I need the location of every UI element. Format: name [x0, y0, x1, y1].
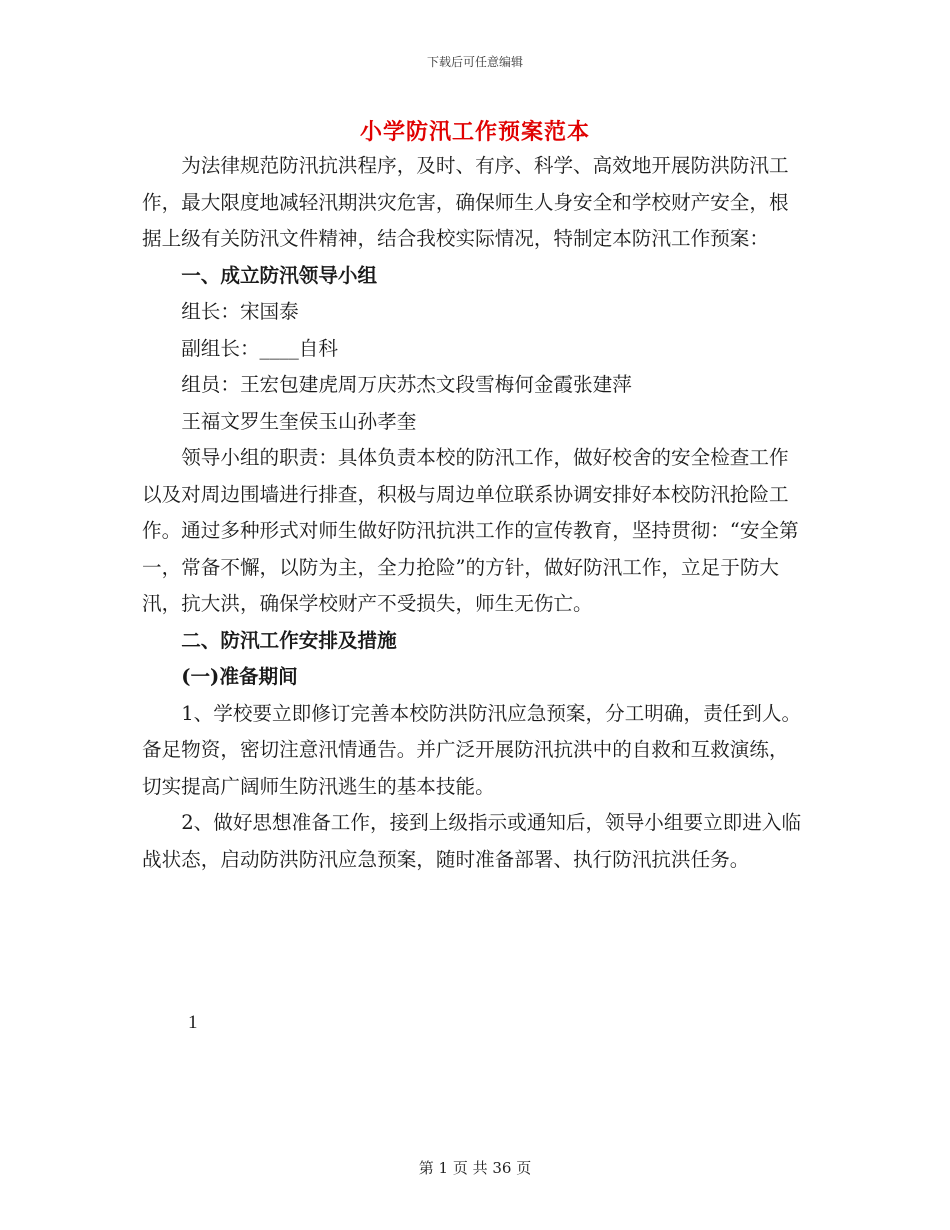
members-line-2: 王福文罗生奎侯玉山孙孝奎	[181, 409, 417, 433]
page-footer: 第 1 页 共 36 页	[418, 1159, 532, 1177]
paragraph-item-1: 1、学校要立即修订完善本校防洪防汛应急预案，分工明确，责任到人。备足物资，密切注意汛情通告。并广泛开展防汛抗洪中的自救和互救演练，切实提高广阔师生防汛逃生的基本技能。	[142, 701, 802, 798]
section-heading-1: 一、成立防汛领导小组	[181, 263, 378, 287]
deputy-leader-line: 副组长：____自科	[181, 336, 338, 360]
document-title: 小学防汛工作预案范本	[359, 119, 590, 145]
document-body	[142, 148, 802, 878]
paragraph-item-2: 2、做好思想准备工作，接到上级指示或通知后，领导小组要立即进入临战状态，启动防洪防汛应急预案，随时准备部署、执行防汛抗洪任务。	[142, 811, 802, 871]
members-line: 组员：王宏包建虎周万庆苏杰文段雪梅何金霞张建萍	[181, 373, 632, 396]
paragraph-duties: 领导小组的职责：具体负责本校的防汛工作，做好校舍的安全检查工作以及对周边围墙进行排查，积极与周边单位联系协调安排好本校防汛抢险工作。通过多种形式对师生做好防汛抗洪工作的宣传教育，坚持贯彻：“安全第一，常备不懈，以防为主，全力抢险”的方针，做好防汛工作，立足于防大汛，抗大洪，确保学校财产不受损失，师生无伤亡。	[142, 446, 799, 615]
header-note: 下载后可任意编辑	[426, 55, 523, 69]
subsection-heading-1: (一)准备期间	[181, 665, 298, 688]
page-number: 1	[188, 1012, 198, 1033]
section-heading-2: 二、防汛工作安排及措施	[181, 628, 397, 652]
paragraph-intro: 为法律规范防汛抗洪程序，及时、有序、科学、高效地开展防洪防汛工作，最大限度地减轻汛期洪灾危害，确保师生人身安全和学校财产安全，根据上级有关防汛文件精神，结合我校实际情况，特制定本防汛工作预案：	[142, 154, 789, 250]
leader-line: 组长：宋国泰	[181, 300, 299, 323]
